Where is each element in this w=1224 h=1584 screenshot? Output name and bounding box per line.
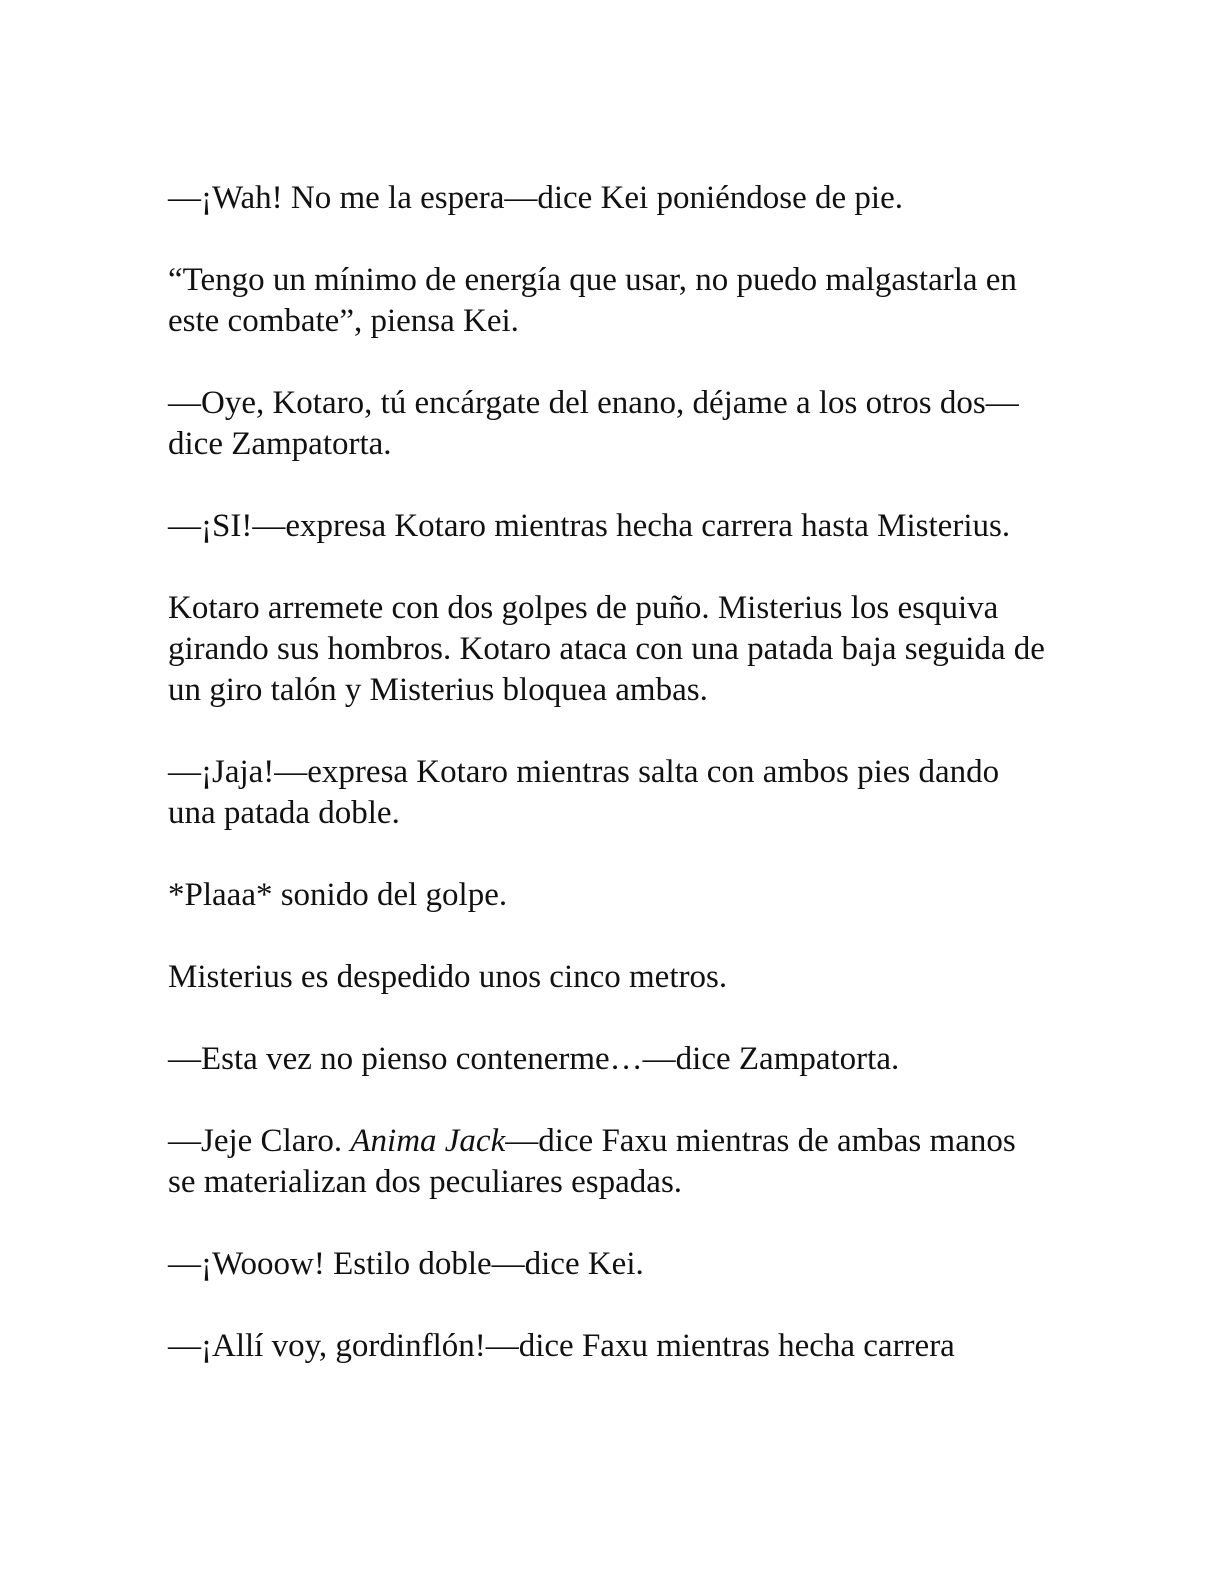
paragraph-10-before: —Jeje Claro. bbox=[168, 1123, 351, 1159]
paragraph-5: Kotaro arremete con dos golpes de puño. Misterius los esquiva girando sus hombros. Kotaro ataca con una patada baja seguida de un giro talón y Misterius bloquea ambas. bbox=[168, 590, 1045, 708]
paragraph-10-after: —dice Faxu mientras de ambas manos se materializan dos peculiares espadas. bbox=[168, 1123, 1016, 1200]
paragraph-1: —¡Wah! No me la espera—dice Kei poniéndose de pie. bbox=[168, 180, 903, 216]
paragraph-8: Misterius es despedido unos cinco metros. bbox=[168, 959, 728, 995]
paragraph-10 bbox=[168, 1121, 1048, 1203]
paragraph-2: “Tengo un mínimo de energía que usar, no puedo malgastarla en este combate”, piensa Kei. bbox=[168, 262, 1017, 339]
paragraph-11: —¡Wooow! Estilo doble—dice Kei. bbox=[168, 1246, 644, 1282]
paragraph-4: —¡SI!—expresa Kotaro mientras hecha carrera hasta Misterius. bbox=[168, 508, 1011, 544]
paragraph-7: *Plaaa* sonido del golpe. bbox=[168, 877, 508, 913]
paragraph-6: —¡Jaja!—expresa Kotaro mientras salta con ambos pies dando una patada doble. bbox=[168, 754, 1000, 831]
paragraph-3: —Oye, Kotaro, tú encárgate del enano, déjame a los otros dos—dice Zampatorta. bbox=[168, 385, 1019, 462]
paragraph-12: —¡Allí voy, gordinflón!—dice Faxu mientras hecha carrera bbox=[168, 1328, 955, 1364]
paragraph-10-italic: Anima Jack bbox=[350, 1123, 506, 1159]
page-text bbox=[168, 178, 1048, 1367]
paragraph-9: —Esta vez no pienso contenerme…—dice Zampatorta. bbox=[168, 1041, 900, 1077]
